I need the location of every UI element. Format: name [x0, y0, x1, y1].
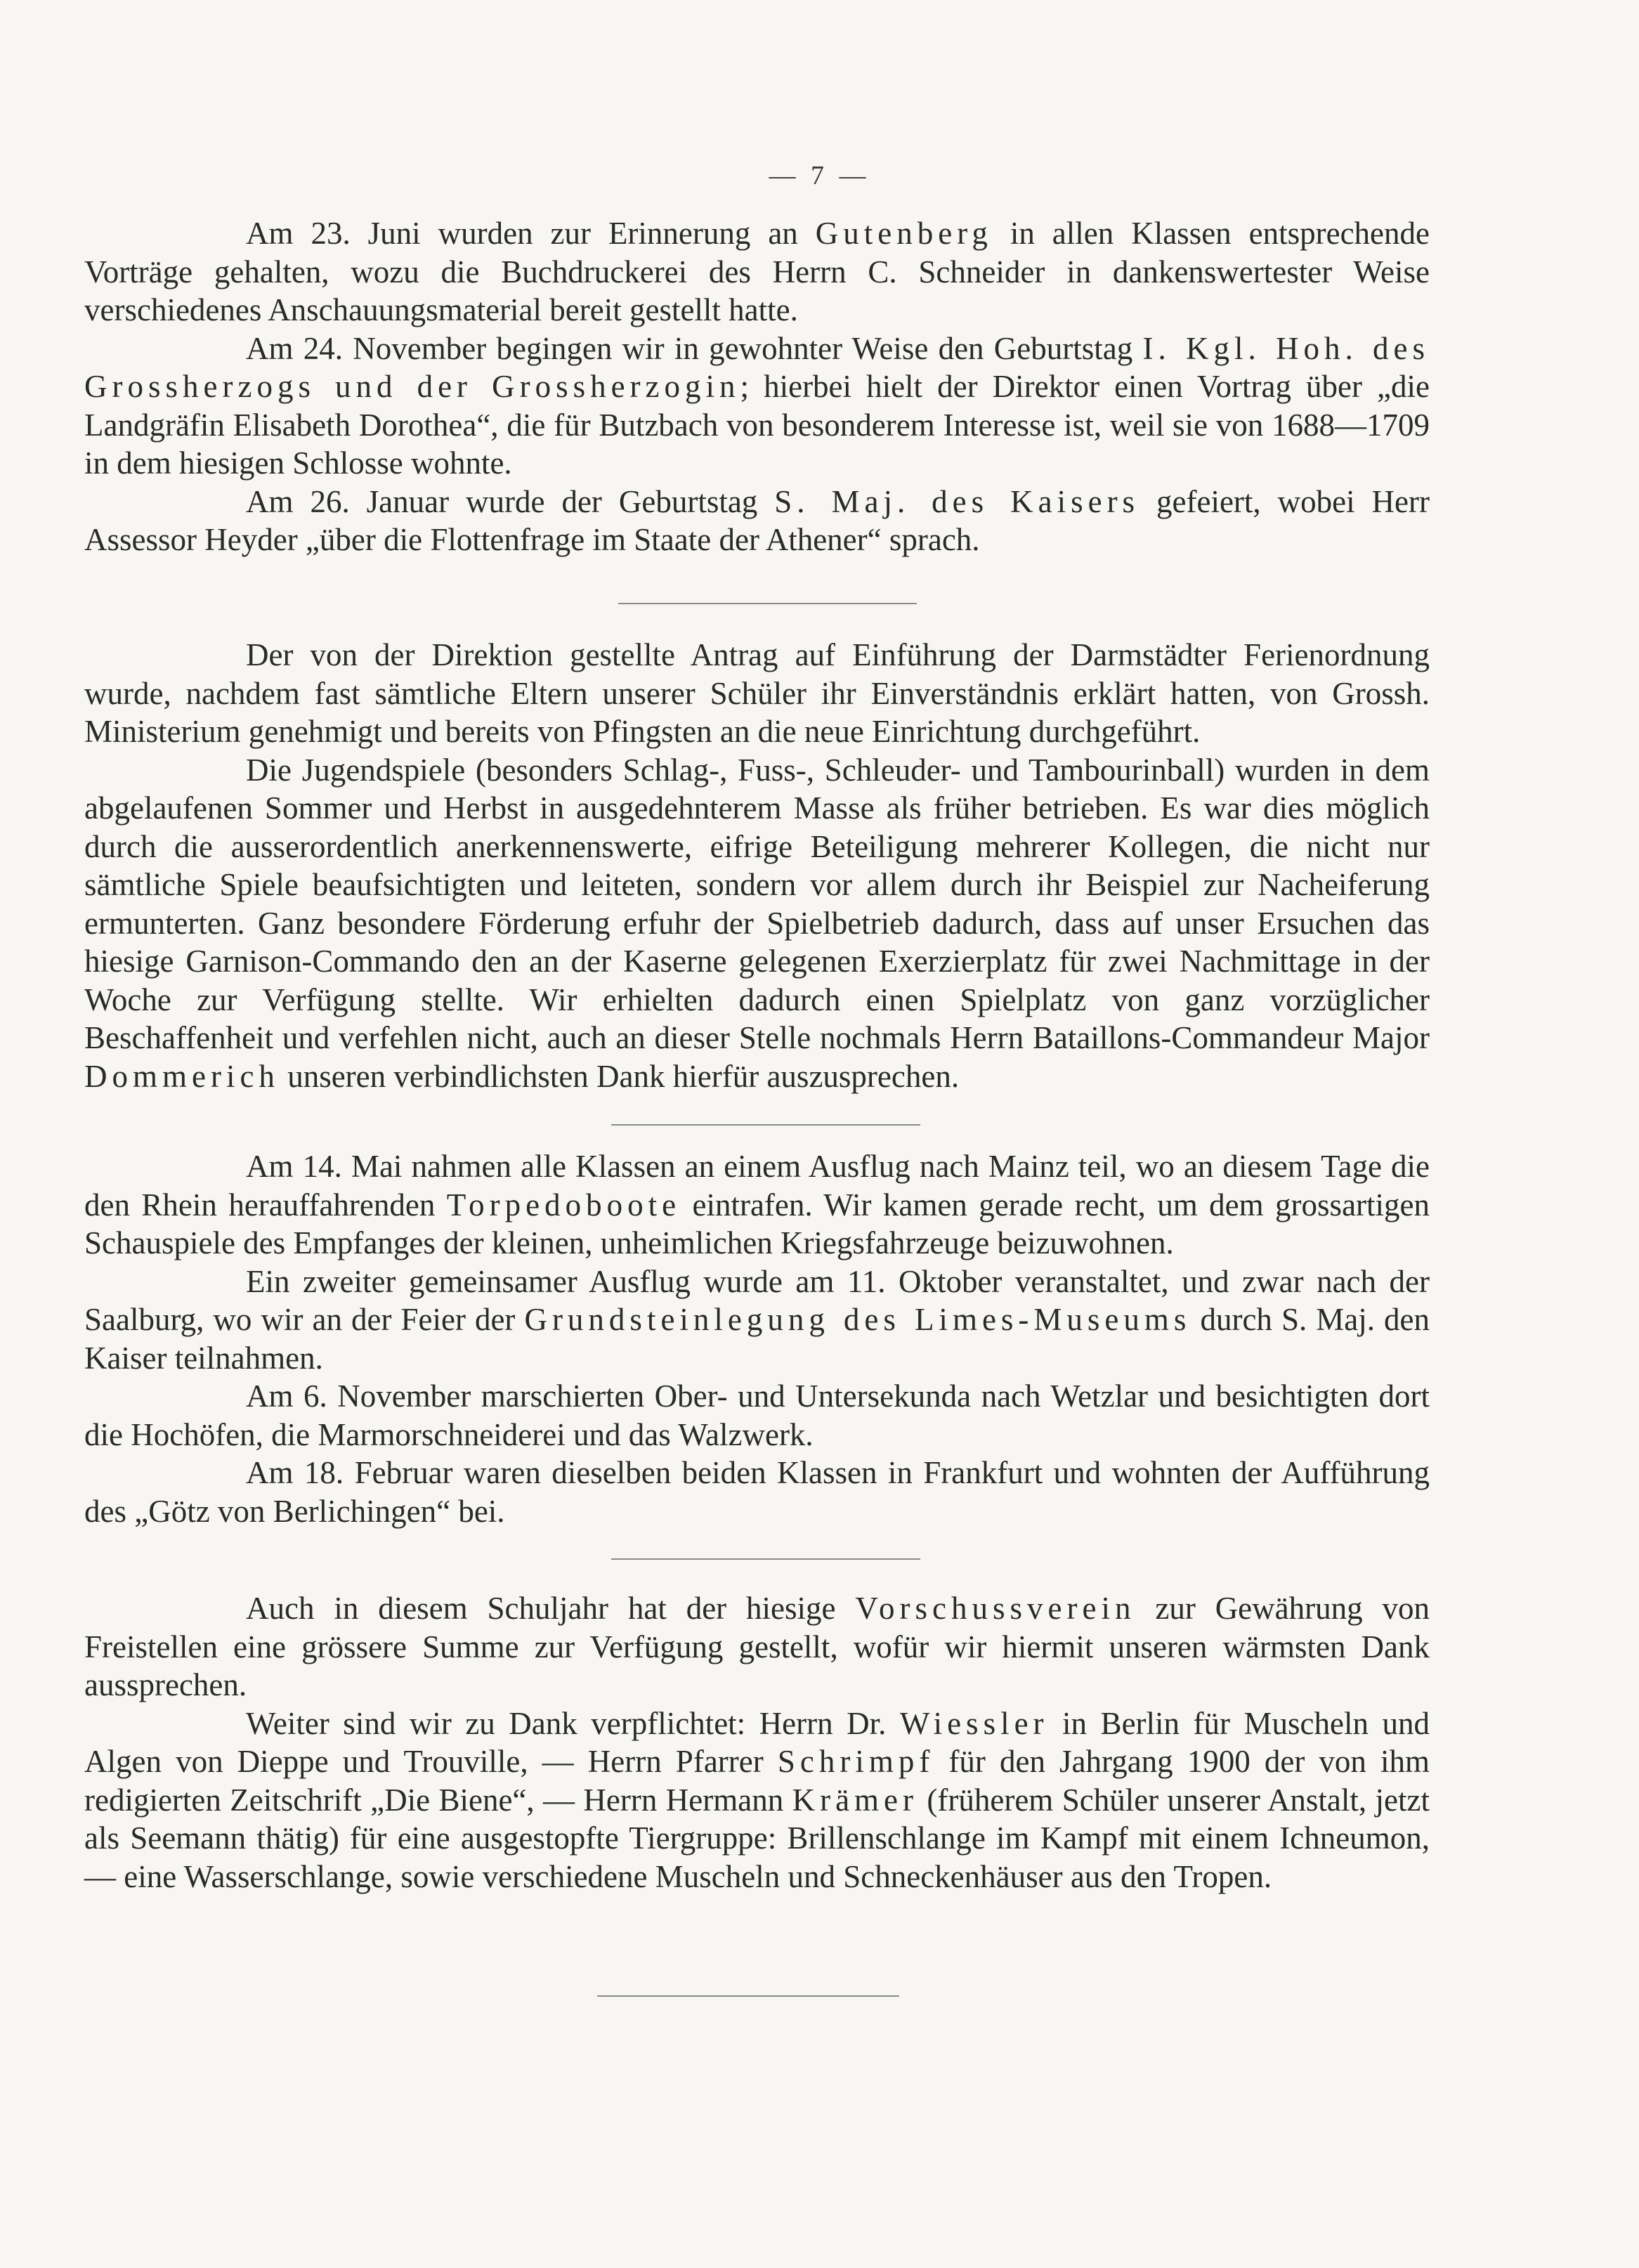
paragraph-scholarships: Auch in diesem Schuljahr hat der hiesige Vorschussverein zur Gewährung von Freistellen eine grössere Summe zur Verfügung gestellt, wofür wir hiermit unseren wärmsten Dank aussprechen.: [84, 1591, 1430, 1702]
end-rule: [597, 1995, 899, 1997]
paragraph-kaiser-birthday: Am 26. Januar wurde der Geburtstag S. Maj. des Kaisers gefeiert, wobei Herr Assessor Heyder „über die Flottenfrage im Staate der Athener“ sprach.: [84, 483, 1430, 557]
section-divider: [611, 1124, 920, 1126]
paragraph-saalburg-excursion: Ein zweiter gemeinsamer Ausflug wurde am 11. Oktober veranstaltet, und zwar nach der Saalburg, wo wir an der Feier der Grundsteinlegung des Limes-Museums durch S. Maj. den Kaiser teilnahmen.: [84, 1263, 1430, 1376]
section-acknowledgements: [84, 1589, 1430, 1896]
paragraph-holiday-regulation: Der von der Direktion gestellte Antrag auf Einführung der Darmstädter Ferienordnung wurde, nachdem fast sämtliche Eltern unserer Schüler ihr Einverständnis erklärt hatten, von Grossh. Ministerium genehmigt und bereits von Pfingsten an die neue Einrichtung durchgeführt.: [84, 637, 1430, 749]
section-divider: [618, 603, 917, 604]
paragraph-wetzlar-excursion: Am 6. November marschierten Ober- und Untersekunda nach Wetzlar und besichtigten dort die Hochöfen, die Marmorschneiderei und das Walzwerk.: [84, 1379, 1430, 1452]
paragraph-mainz-excursion: Am 14. Mai nahmen alle Klassen an einem Ausflug nach Mainz teil, wo an diesem Tage die den Rhein herauffahrenden Torpedoboote eintrafen. Wir kamen gerade recht, um dem grossartigen Schauspiele des Empfanges der kleinen, unheimlichen Kriegsfahrzeuge beizuwohnen.: [84, 1149, 1430, 1260]
section-divider: [611, 1558, 920, 1560]
paragraph-grand-duke-birthday: Am 24. November begingen wir in gewohnter Weise den Geburtstag I. Kgl. Hoh. des Grossherzogs und der Grossherzogin; hierbei hielt der Direktor einen Vortrag über „die Landgräfin Elisabeth Dorothea“, die für Butzbach von besonderem Interesse ist, weil sie von 1688—1709 in dem hiesigen Schlosse wohnte.: [84, 330, 1430, 481]
paragraph-gutenberg: Am 23. Juni wurden zur Erinnerung an Gutenberg in allen Klassen entsprechende Vorträge gehalten, wozu die Buchdruckerei des Herrn C. Schneider in dankenswertester Weise verschiedenes Anschauungsmaterial bereit gestellt hatte.: [84, 216, 1430, 327]
section-excursions: [84, 1147, 1430, 1530]
page-number: — 7 —: [769, 161, 870, 190]
paragraph-youth-games: Die Jugendspiele (besonders Schlag-, Fuss-, Schleuder- und Tambourinball) wurden in dem abgelaufenen Sommer und Herbst in ausgedehnterem Masse als früher betrieben. Es war dies möglich durch die ausserordentlich anerkennenswerte, eifrige Beteiligung mehrerer Kollegen, die nicht nur sämtliche Spiele beaufsichtigten und leiteten, sondern vor allem durch ihr Beispiel zur Nacheiferung ermunterten. Ganz besondere Förderung erfuhr der Spielbetrieb dadurch, dass auf unser Ersuchen das hiesige Garnison-Commando den an der Kaserne gelegenen Exerzierplatz für zwei Nachmittage in der Woche zur Verfügung stellte. Wir erhielten dadurch einen Spielplatz von ganz vorzüglicher Beschaffenheit und verfehlen nicht, auch an dieser Stelle nochmals Herrn Bataillons-Commandeur Major Dommerich unseren verbindlichsten Dank hierfür auszusprechen.: [84, 752, 1430, 1094]
paragraph-donations: Weiter sind wir zu Dank verpflichtet: Herrn Dr. Wiessler in Berlin für Muscheln und Algen von Dieppe und Trouville, — Herrn Pfarrer Schrimpf für den Jahrgang 1900 der von ihm redigierten Zeitschrift „Die Biene“, — Herrn Hermann Krämer (früherem Schüler unserer Anstalt, jetzt als Seemann thätig) für eine ausgestopfte Tiergruppe: Brillenschlange im Kampf mit einem Ichneumon, — eine Wasserschlange, sowie verschiedene Muscheln und Schneckenhäuser aus den Tropen.: [84, 1705, 1430, 1894]
section-celebrations: [84, 214, 1430, 559]
paragraph-frankfurt-theatre: Am 18. Februar waren dieselben beiden Klassen in Frankfurt und wohnten der Aufführung des „Götz von Berlichingen“ bei.: [84, 1455, 1430, 1529]
section-school-affairs: [84, 636, 1430, 1095]
